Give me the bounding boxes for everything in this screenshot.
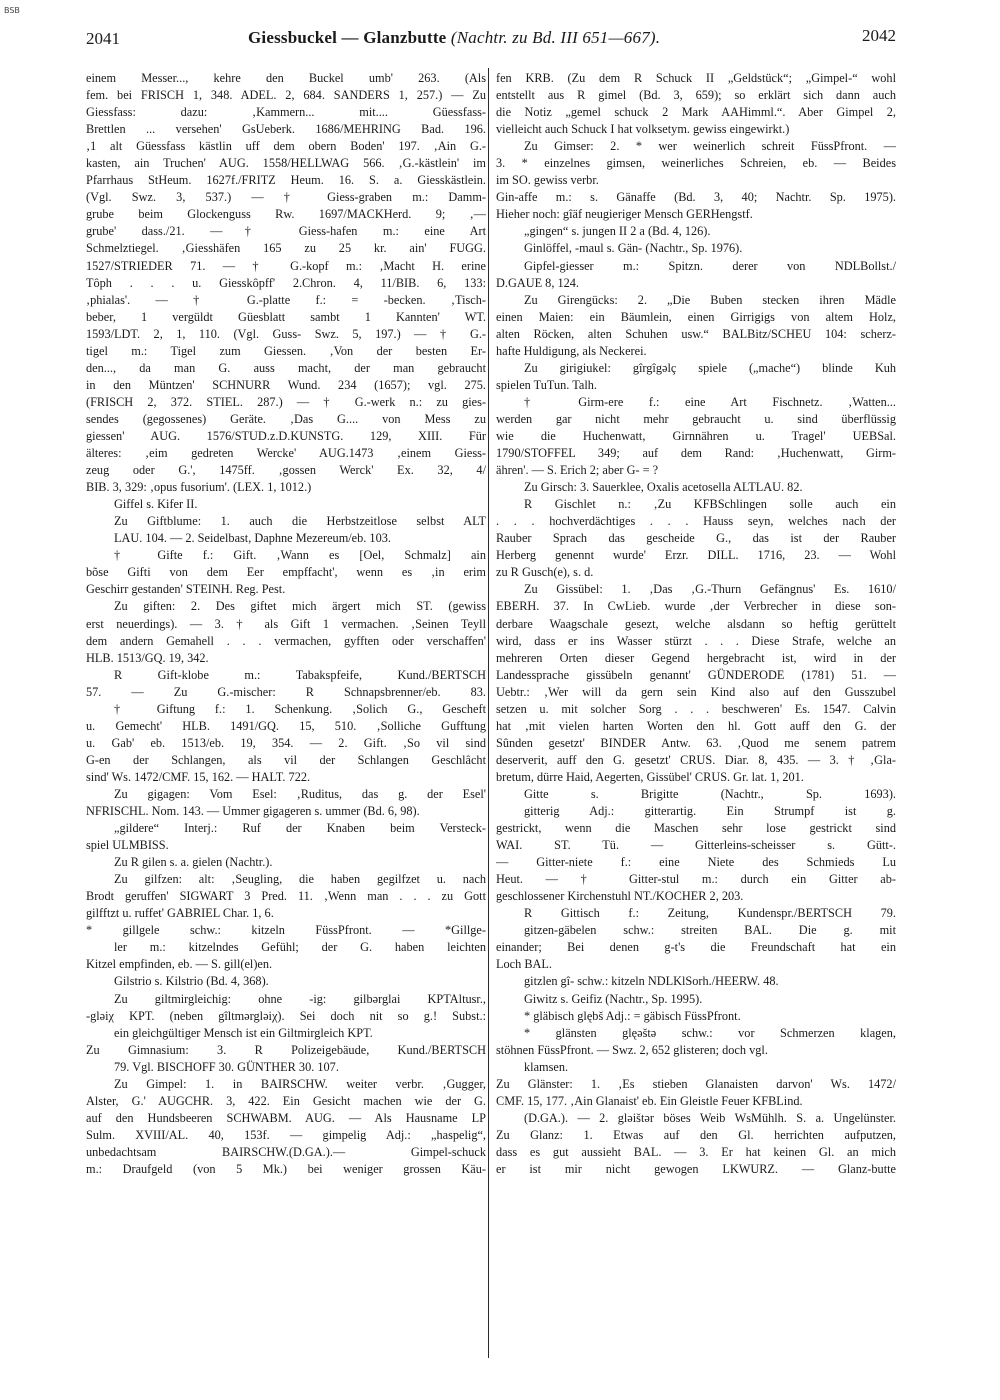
running-title-main: Giessbuckel — Glanzbutte bbox=[248, 28, 447, 47]
text-line: Giessfass: dazu: ‚Kammern... mit.... Güessfass- bbox=[86, 105, 486, 120]
text-line: spiel ULMBISS. bbox=[86, 838, 169, 853]
text-line: u. Gemecht' HLB. 1491/GQ. 15, 510. ‚Solliche Gufftung bbox=[86, 718, 486, 733]
text-line: † Gifte f.: Gift. ‚Wann es [Oel, Schmalz] ain bbox=[114, 548, 486, 563]
text-line: mehreren Orten dieser Gegend hergebracht ist, wird in der bbox=[496, 650, 896, 665]
text-line: Zu Glänster: 1. ‚Es stieben Glanaisten darvon' Ws. 1472/ bbox=[496, 1076, 896, 1091]
text-line: -gləiχ KPT. (neben gîltmərgləiχ). Sei doch nit so g.! Subst.: bbox=[86, 1008, 486, 1023]
text-line: NFRISCHL. Nom. 143. — Ummer gigageren s. ummer (Bd. 6, 98). bbox=[86, 804, 420, 819]
text-line: Giffel s. Kifer II. bbox=[114, 497, 198, 512]
text-line: grube beim Glockenguss Rw. 1697/MACKHerd. 9; ‚— bbox=[86, 207, 486, 222]
text-line: Zu gilfzen: alt: ‚Seugling, die haben gegilfzet u. nach bbox=[114, 872, 486, 887]
text-line: die Notiz „gemel schuck 2 Mark AAHimml.“. Aber Gimpel 2, bbox=[496, 105, 896, 120]
text-line: werden gar nicht mehr gebraucht u. sind überflüssig bbox=[496, 411, 896, 426]
text-line: dass es gut aussieht BAL. — 3. Er hat keinen Gl. an mich bbox=[496, 1144, 896, 1159]
text-line: ‚phialas'. — † G.-platte f.: = -becken. ‚Tisch- bbox=[86, 292, 486, 307]
text-line: Zu Gissübel: 1. ‚Das ‚G.-Thurn Gefängnus' Es. 1610/ bbox=[524, 582, 896, 597]
text-line: gestrickt, wenn die Maschen sehr lose gestrickt sind bbox=[496, 821, 896, 836]
text-line: Hieher noch: gîäf neugieriger Mensch GERHengstf. bbox=[496, 207, 753, 222]
text-line: R Gischlet n.: ‚Zu KFBSchlingen solle auch ein bbox=[524, 497, 896, 512]
text-line: den..., da man G. auss macht, der man gebraucht bbox=[86, 360, 486, 375]
text-line: R Gittisch f.: Zeitung, Kundenspr./BERTSCH 79. bbox=[524, 906, 896, 921]
text-line: HLB. 1513/GQ. 19, 342. bbox=[86, 650, 209, 665]
text-line: Giwitz s. Geifiz (Nachtr., Sp. 1995). bbox=[524, 991, 703, 1006]
text-line: Zu giften: 2. Des giftet mich ärgert mich ST. (gewiss bbox=[114, 599, 486, 614]
text-line: alten Röcken, alten Schuhen usw.“ BALBitz/SCHEU 104: scherz- bbox=[496, 326, 896, 341]
text-line: hafte Huldigung, als Neckerei. bbox=[496, 343, 647, 358]
text-line: spielen TuTun. Talh. bbox=[496, 377, 597, 392]
running-title-subtitle: (Nachtr. zu Bd. III 651—667). bbox=[450, 28, 661, 47]
page-number-left: 2041 bbox=[86, 29, 120, 48]
text-line: CMF. 15, 177. ‚Ain Glanaist' eb. Ein Gleistle Feuer KFBLind. bbox=[496, 1093, 803, 1108]
left-column bbox=[86, 70, 486, 1178]
text-line: einander; Bei denen g-t's die Freundschaft hat ein bbox=[496, 940, 896, 955]
text-line: auf den Hundsbeeren SCHWABM. AUG. — Als Hausname LP bbox=[86, 1110, 486, 1125]
text-line: Geschirr gestanden' STEINH. Reg. Pest. bbox=[86, 582, 286, 597]
text-line: „gingen“ s. jungen II 2 a (Bd. 4, 126). bbox=[524, 224, 711, 239]
text-line: . . . hochverdächtiges . . . Hauss seyn, welches nach der bbox=[496, 514, 896, 529]
text-line: D.GAUE 8, 124. bbox=[496, 275, 579, 290]
text-line: u. Gab' eb. 1513/eb. 19, 354. — 2. Gift. ‚So vil sind bbox=[86, 735, 486, 750]
text-line: Alster, G.' AUGCHR. 3, 422. Ein Gesicht machen wie der G. bbox=[86, 1093, 486, 1108]
text-line: gilfftzt u. ruffet' GABRIEL Char. 1, 6. bbox=[86, 906, 274, 921]
text-line: älteres: ‚eim gedreten Wercke' AUG.1473 ‚einem Giess- bbox=[86, 446, 486, 461]
text-line: (Vgl. Swz. 3, 537.) — † Giess-graben m.: Damm- bbox=[86, 190, 486, 205]
text-line: 57. — Zu G.-mischer: R Schnapsbrenner/eb. 83. bbox=[86, 684, 486, 699]
text-line: vielleicht auch Schuck I hat volksetym. gewiss eingewirkt.) bbox=[496, 122, 790, 137]
text-line: BIB. 3, 329: ‚opus fusorium'. (LEX. 1, 1012.) bbox=[86, 480, 312, 495]
text-line: Gitte s. Brigitte (Nachtr., Sp. 1693). bbox=[524, 786, 896, 801]
text-line: Zu Glanz: 1. Etwas auf den Gl. herrichten aufputzen, bbox=[496, 1127, 896, 1142]
text-line: EBERH. 37. In CwLieb. wurde ‚der Verbrecher in diese son- bbox=[496, 599, 896, 614]
page-number-right: 2042 bbox=[862, 26, 896, 45]
text-line: Gin-affe m.: s. Gänaffe (Bd. 3, 40; Nachtr. Sp. 1975). bbox=[496, 190, 896, 205]
text-line: stöhnen FüssPfront. — Swz. 2, 652 glisteren; doch vgl. bbox=[496, 1042, 768, 1057]
text-line: Herberg genennt wurde' Erzr. DILL. 1716, 23. — Wohl bbox=[496, 548, 896, 563]
text-line: sind' Ws. 1472/CMF. 15, 162. — HALT. 722. bbox=[86, 769, 311, 784]
text-line: Sûnden gesetzt' BINDER Antw. 63. ‚Quod me senem patrem bbox=[496, 735, 896, 750]
text-line: G-en der Schlangen, als vil der Schlangen Geschlâcht bbox=[86, 752, 486, 767]
text-line: kasten, ain Truchen' AUG. 1558/HELLWAG 566. ‚G.-kästlein' im bbox=[86, 156, 486, 171]
text-line: R Gift-klobe m.: Tabakspfeife, Kund./BERTSCH bbox=[114, 667, 486, 682]
text-line: sendes (gegossenes) Geräte. ‚Das G.... von Mess zu bbox=[86, 411, 486, 426]
text-line: setzen u. mit solcher Sorg . . . beschweren' Es. 1547. Calvin bbox=[496, 701, 896, 716]
text-line: gitzlen gî- schw.: kitzeln NDLKlSorh./HEERW. 48. bbox=[524, 974, 779, 989]
text-line: (FRISCH 2, 372. STIEL. 287.) — † G.-werk n.: zu gies- bbox=[86, 394, 486, 409]
text-line: deserverit, auff den G. gesetzt' CRUS. Diar. 8, 435. — 3. † ‚Gla- bbox=[496, 752, 896, 767]
text-line: wie die Huchenwatt, Girnnähren u. Tragel' UEBSal. bbox=[496, 428, 896, 443]
text-line: bretum, dürre Haid, Aegerten, Gissübel' CRUS. Gr. lat. 1, 201. bbox=[496, 769, 804, 784]
text-line: Heut. — † Gitter-stul m.: durch ein Gitter ab- bbox=[496, 872, 896, 887]
text-line: Loch BAL. bbox=[496, 957, 553, 972]
library-stamp: BSB bbox=[4, 6, 20, 15]
text-line: Brettlen ... versehen' GsUeberk. 1686/MEHRING Bad. 196. bbox=[86, 122, 486, 137]
text-line: 1790/STOFFEL 349; auf dem Rand: ‚Huchenwatt, Girm- bbox=[496, 446, 896, 461]
text-line: — Gitter-niete f.: eine Niete des Schmieds Lu bbox=[496, 855, 896, 870]
text-line: 79. Vgl. BISCHOFF 30. GÜNTHER 30. 107. bbox=[114, 1059, 339, 1074]
text-line: WAI. ST. Tü. — Gitterleins-scheisser s. Gütt-. bbox=[496, 838, 896, 853]
text-line: beber, 1 vergüldt Güesblatt sambt 1 Kannten' WT. bbox=[86, 309, 486, 324]
right-column bbox=[496, 70, 896, 1178]
text-line: Uebtr.: ‚Wer will da gern sein Kind also auf den Gusszubel bbox=[496, 684, 896, 699]
text-line: LAU. 104. — 2. Seidelbast, Daphne Mezereum/eb. 103. bbox=[114, 531, 391, 546]
text-line: hat ‚mit vielen harten Worten den hl. Gott auff den G. der bbox=[496, 718, 896, 733]
column-divider bbox=[488, 68, 489, 1358]
text-line: Zu gigagen: Vom Esel: ‚Ruditus, das g. der Esel' bbox=[114, 786, 486, 801]
text-line: wird, dass er ins Wasser stürzt . . . Diese Strafe, welche an bbox=[496, 633, 896, 648]
text-line: Zu Girengücks: 2. „Die Buben stecken ihren Mädle bbox=[524, 292, 896, 307]
text-line: 1527/STRIEDER 71. — † G.-kopf m.: ‚Macht H. erine bbox=[86, 258, 486, 273]
text-line: Zu Giftblume: 1. auch die Herbstzeitlose selbst ALT bbox=[114, 514, 486, 529]
text-line: Schmelztiegel. ‚Giesshäfen 165 zu 25 kr. ain' FUGG. bbox=[86, 241, 486, 256]
text-line: Tôph . . . u. Giesskôpff' 2.Chron. 4, 11/BIB. 6, 133: bbox=[86, 275, 486, 290]
text-line: Ginlöffel, -maul s. Gän- (Nachtr., Sp. 1976). bbox=[524, 241, 743, 256]
text-line: Zu Gimnasium: 3. R Polizeigebäude, Kund./BERTSCH bbox=[86, 1042, 486, 1057]
text-line: entstellt aus R gimel (Bd. 3, 659); so erklärt sich dann auch bbox=[496, 88, 896, 103]
text-line: einen Maien: ein Bäumlein, einen Girrigigs von altem Holz, bbox=[496, 309, 896, 324]
page-header bbox=[86, 26, 896, 50]
text-line: (D.GA.). — 2. gləištər böses Weib WsMühlh. S. a. Ungelünster. bbox=[524, 1110, 896, 1125]
text-line: * gläbisch glębš Adj.: = gäbisch FüssPfront. bbox=[524, 1008, 741, 1023]
text-line: giessen' AUG. 1576/STUD.z.D.KUNSTG. 129, XIII. Für bbox=[86, 428, 486, 443]
text-line: Gipfel-giesser m.: Spitzn. derer von NDLBollst./ bbox=[524, 258, 896, 273]
text-line: geschlossener Kirchenstuhl NT./KOCHER 2, 203. bbox=[496, 889, 744, 904]
text-line: Zu R gilen s. a. gielen (Nachtr.). bbox=[114, 855, 273, 870]
text-line: gitterig Adj.: gitterartig. Ein Strumpf ist g. bbox=[524, 804, 896, 819]
text-line: Sulm. XVIII/AL. 40, 153f. — gimpelig Adj.: „haspelig“, bbox=[86, 1127, 486, 1142]
text-line: ‚1 alt Güessfass kästlin uff dem obern Boden' 197. ‚Ain G.- bbox=[86, 139, 486, 154]
text-line: * gillgele schw.: kitzeln FüssPfront. — *Gillge- bbox=[86, 923, 486, 938]
text-line: zu R Gusch(e), s. d. bbox=[496, 565, 594, 580]
text-line: unbedachtsam BAIRSCHW.(D.GA.).— Gimpel-schuck bbox=[86, 1144, 486, 1159]
text-line: dem andern Gemahell . . . vermachen, gyfften oder verschaffen' bbox=[86, 633, 486, 648]
text-line: Kitzel empfinden, eb. — S. gill(el)en. bbox=[86, 957, 273, 972]
text-line: Pfarrhaus StHeum. 1627f./FRITZ Heum. 16. S. a. Giesskästlein. bbox=[86, 173, 486, 188]
text-line: ler m.: kitzelndes Gefühl; der G. haben leichten bbox=[114, 940, 486, 955]
text-line: tigel m.: Tigel zum Giessen. ‚Von der besten Er- bbox=[86, 343, 486, 358]
text-line: „gildere“ Interj.: Ruf der Knaben beim Versteck- bbox=[114, 821, 486, 836]
text-line: er ist mir nicht gewogen LKWURZ. — Glanz-butte bbox=[496, 1162, 896, 1176]
text-line: zeug oder G.', 1475ff. ‚gossen Werck' Ex. 32, 4/ bbox=[86, 463, 486, 478]
text-line: bõse Gifti von dem Eer empffacht', wenn es ‚in erim bbox=[86, 565, 486, 580]
text-line: im SO. gewiss verbr. bbox=[496, 173, 599, 188]
text-line: Zu Gimpel: 1. in BAIRSCHW. weiter verbr. ‚Gugger, bbox=[114, 1076, 486, 1091]
text-line: m.: Draufgeld (von 5 Mk.) bei weniger grossen Käu- bbox=[86, 1162, 486, 1176]
text-line: Gilstrio s. Kilstrio (Bd. 4, 368). bbox=[114, 974, 269, 989]
text-line: ein gleichgültiger Mensch ist ein Giltmirgleich KPT. bbox=[114, 1025, 373, 1040]
text-line: 1593/LDT. 2, 1, 110. (Vgl. Guss- Swz. 5, 197.) — † G.- bbox=[86, 326, 486, 341]
text-line: * glänsten glęəštə schw.: vor Schmerzen klagen, bbox=[524, 1025, 896, 1040]
text-line: Brodt geruffen' SIGWART 3 Pred. 11. ‚Wenn man . . . zu Gott bbox=[86, 889, 486, 904]
text-line: Zu Gimser: 2. * wer weinerlich schreit FüssPfront. — bbox=[524, 139, 896, 154]
text-line: ähren'. — S. Erich 2; aber G- = ? bbox=[496, 463, 659, 478]
text-line: † Giftung f.: 1. Schenkung. ‚Solich G., Gescheft bbox=[114, 701, 486, 716]
text-line: Zu Girsch: 3. Sauerklee, Oxalis acetosella ALTLAU. 82. bbox=[524, 480, 803, 495]
text-line: Zu giltmirgleichig: ohne -ig: gilbərglai KPTAltusr., bbox=[114, 991, 486, 1006]
text-line: fen KRB. (Zu dem R Schuck II „Geldstück“; „Gimpel-“ wohl bbox=[496, 71, 896, 85]
text-line: erst neuerdings). — 3. † als Gift 1 vermachen. ‚Seinen Teyll bbox=[86, 616, 486, 631]
text-line: Zu girigiukel: gîrgîgəlç spiele („mache“) blinde Kuh bbox=[524, 360, 896, 375]
running-title bbox=[248, 28, 660, 48]
text-line: † Girm-ere f.: eine Art Fischnetz. ‚Watten... bbox=[524, 394, 896, 409]
text-line: in den Müntzen' SCHNURR Wund. 234 (1657); vgl. 275. bbox=[86, 377, 486, 392]
text-line: einem Messer..., kehre den Buckel umb' 263. (Als bbox=[86, 71, 486, 85]
text-line: gitzen-gäbelen schw.: streiten BAL. Die g. mit bbox=[524, 923, 896, 938]
text-line: derbare Waagschale gesezt, welche alsdann so heftig gerüttelt bbox=[496, 616, 896, 631]
text-line: Rauber Sprach das gescheide G., das ist der Rauber bbox=[496, 531, 896, 546]
text-line: fem. bei FRISCH 1, 348. ADEL. 2, 684. SANDERS 1, 257.) — Zu bbox=[86, 88, 486, 103]
text-line: 3. * einzelnes gimsen, weinerliches Schreien, eb. — Beides bbox=[496, 156, 896, 171]
text-line: Landessprache gissübeln genannt' GÜNDERODE (1781) 51. — bbox=[496, 667, 896, 682]
text-line: klamsen. bbox=[524, 1059, 569, 1074]
text-line: grube' dass./21. —† Giess-hafen m.: eine Art bbox=[86, 224, 486, 239]
